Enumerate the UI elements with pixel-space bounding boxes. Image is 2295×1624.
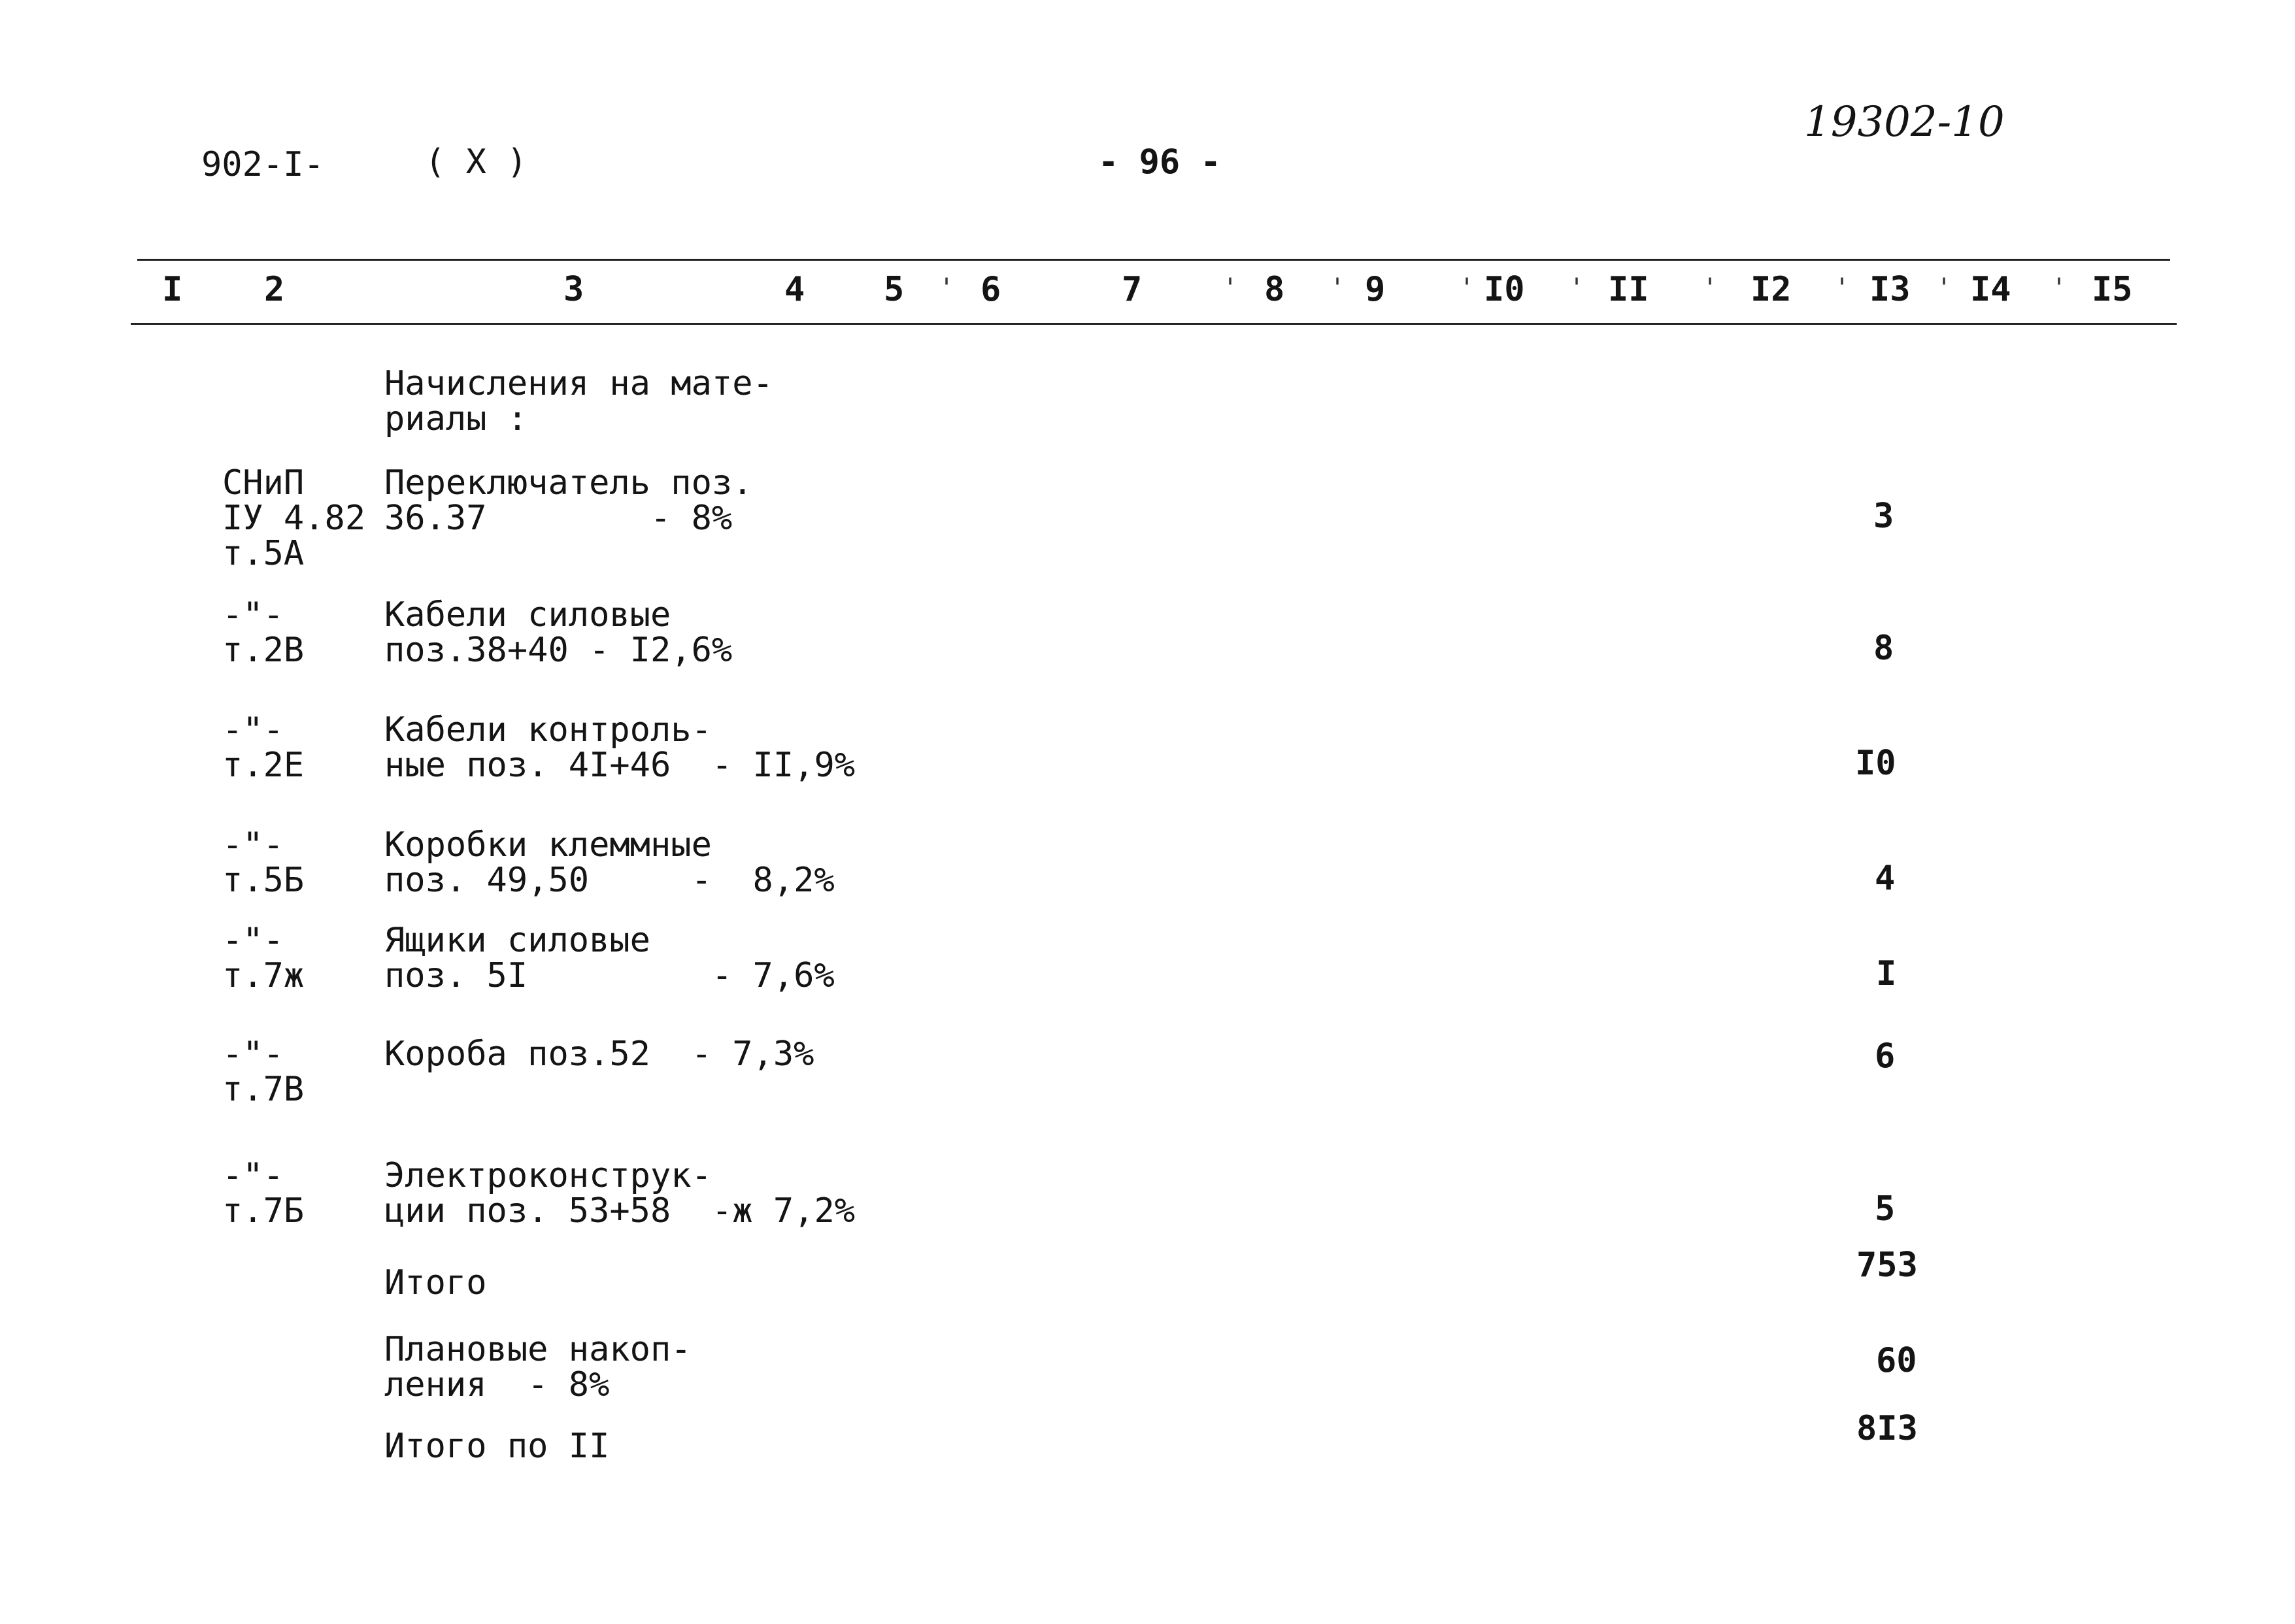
- row-reference: -"- т.2Е: [222, 710, 305, 785]
- column-number-15: I5: [2092, 270, 2133, 309]
- column-number-10: I0: [1484, 270, 1525, 309]
- column-number-12: I2: [1751, 270, 1792, 309]
- row-value: I: [1876, 954, 1897, 993]
- row-description: Ящики силовые поз. 5I - 7,6%: [384, 921, 835, 995]
- column-separator: ': [1330, 273, 1346, 303]
- row-reference: СНиП IУ 4.82 т.5А: [222, 463, 366, 573]
- column-separator: ': [2051, 273, 2068, 303]
- row-value: 5: [1875, 1189, 1896, 1229]
- row-reference: -"- т.7ж: [222, 921, 305, 995]
- row-value: 8: [1873, 629, 1894, 668]
- column-number-4: 4: [784, 270, 805, 309]
- column-separator: ': [939, 273, 955, 303]
- row-reference: -"- т.7Б: [222, 1156, 305, 1231]
- column-number-1: I: [162, 270, 183, 309]
- planned-savings-value: 60: [1876, 1341, 1917, 1380]
- column-separator: ': [1936, 273, 1952, 303]
- column-separator: ': [1702, 273, 1718, 303]
- grand-total-value: 8I3: [1856, 1409, 1918, 1448]
- column-number-9: 9: [1365, 270, 1386, 309]
- row-value: 4: [1875, 859, 1896, 898]
- grand-total-label: Итого по II: [384, 1427, 610, 1466]
- column-number-14: I4: [1970, 270, 2011, 309]
- row-reference: -"- т.7В: [222, 1035, 305, 1109]
- row-value: I0: [1855, 744, 1896, 783]
- column-number-7: 7: [1122, 270, 1143, 309]
- row-description: Короба поз.52 - 7,3%: [384, 1035, 814, 1074]
- row-description: Коробки клеммные поз. 49,50 - 8,2%: [384, 825, 835, 900]
- document-part: ( X ): [425, 142, 528, 182]
- column-separator: ': [1834, 273, 1851, 303]
- row-description: Кабели силовые поз.38+40 - I2,6%: [384, 595, 733, 670]
- page-number: - 96 -: [1098, 142, 1221, 182]
- row-value: 6: [1875, 1036, 1896, 1076]
- column-number-2: 2: [264, 270, 285, 309]
- row-description: Кабели контроль- ные поз. 4I+46 - II,9%: [384, 710, 856, 785]
- row-reference: -"- т.5Б: [222, 825, 305, 900]
- column-number-8: 8: [1264, 270, 1285, 309]
- total-label: Итого: [384, 1263, 487, 1302]
- planned-savings-label: Плановые накоп- ления - 8%: [384, 1330, 692, 1404]
- column-number-6: 6: [980, 270, 1001, 309]
- column-number-13: I3: [1869, 270, 1911, 309]
- column-separator: ': [1569, 273, 1585, 303]
- column-number-11: II: [1608, 270, 1649, 309]
- row-reference: -"- т.2В: [222, 595, 305, 670]
- column-number-5: 5: [884, 270, 905, 309]
- header-bottom-rule: [131, 323, 2177, 325]
- column-number-3: 3: [563, 270, 584, 309]
- row-description: Начисления на мате- риалы :: [384, 364, 773, 439]
- column-separator: ': [1222, 273, 1239, 303]
- document-code: 902-I-: [201, 145, 324, 184]
- total-value: 753: [1856, 1246, 1918, 1285]
- archive-number: 19302-10: [1804, 98, 2005, 146]
- row-description: Электроконструк- ции поз. 53+58 -ж 7,2%: [384, 1156, 856, 1231]
- header-top-rule: [137, 259, 2170, 261]
- row-value: 3: [1873, 497, 1894, 536]
- row-description: Переключатель поз. 36.37 - 8%: [384, 463, 753, 538]
- column-separator: ': [1459, 273, 1475, 303]
